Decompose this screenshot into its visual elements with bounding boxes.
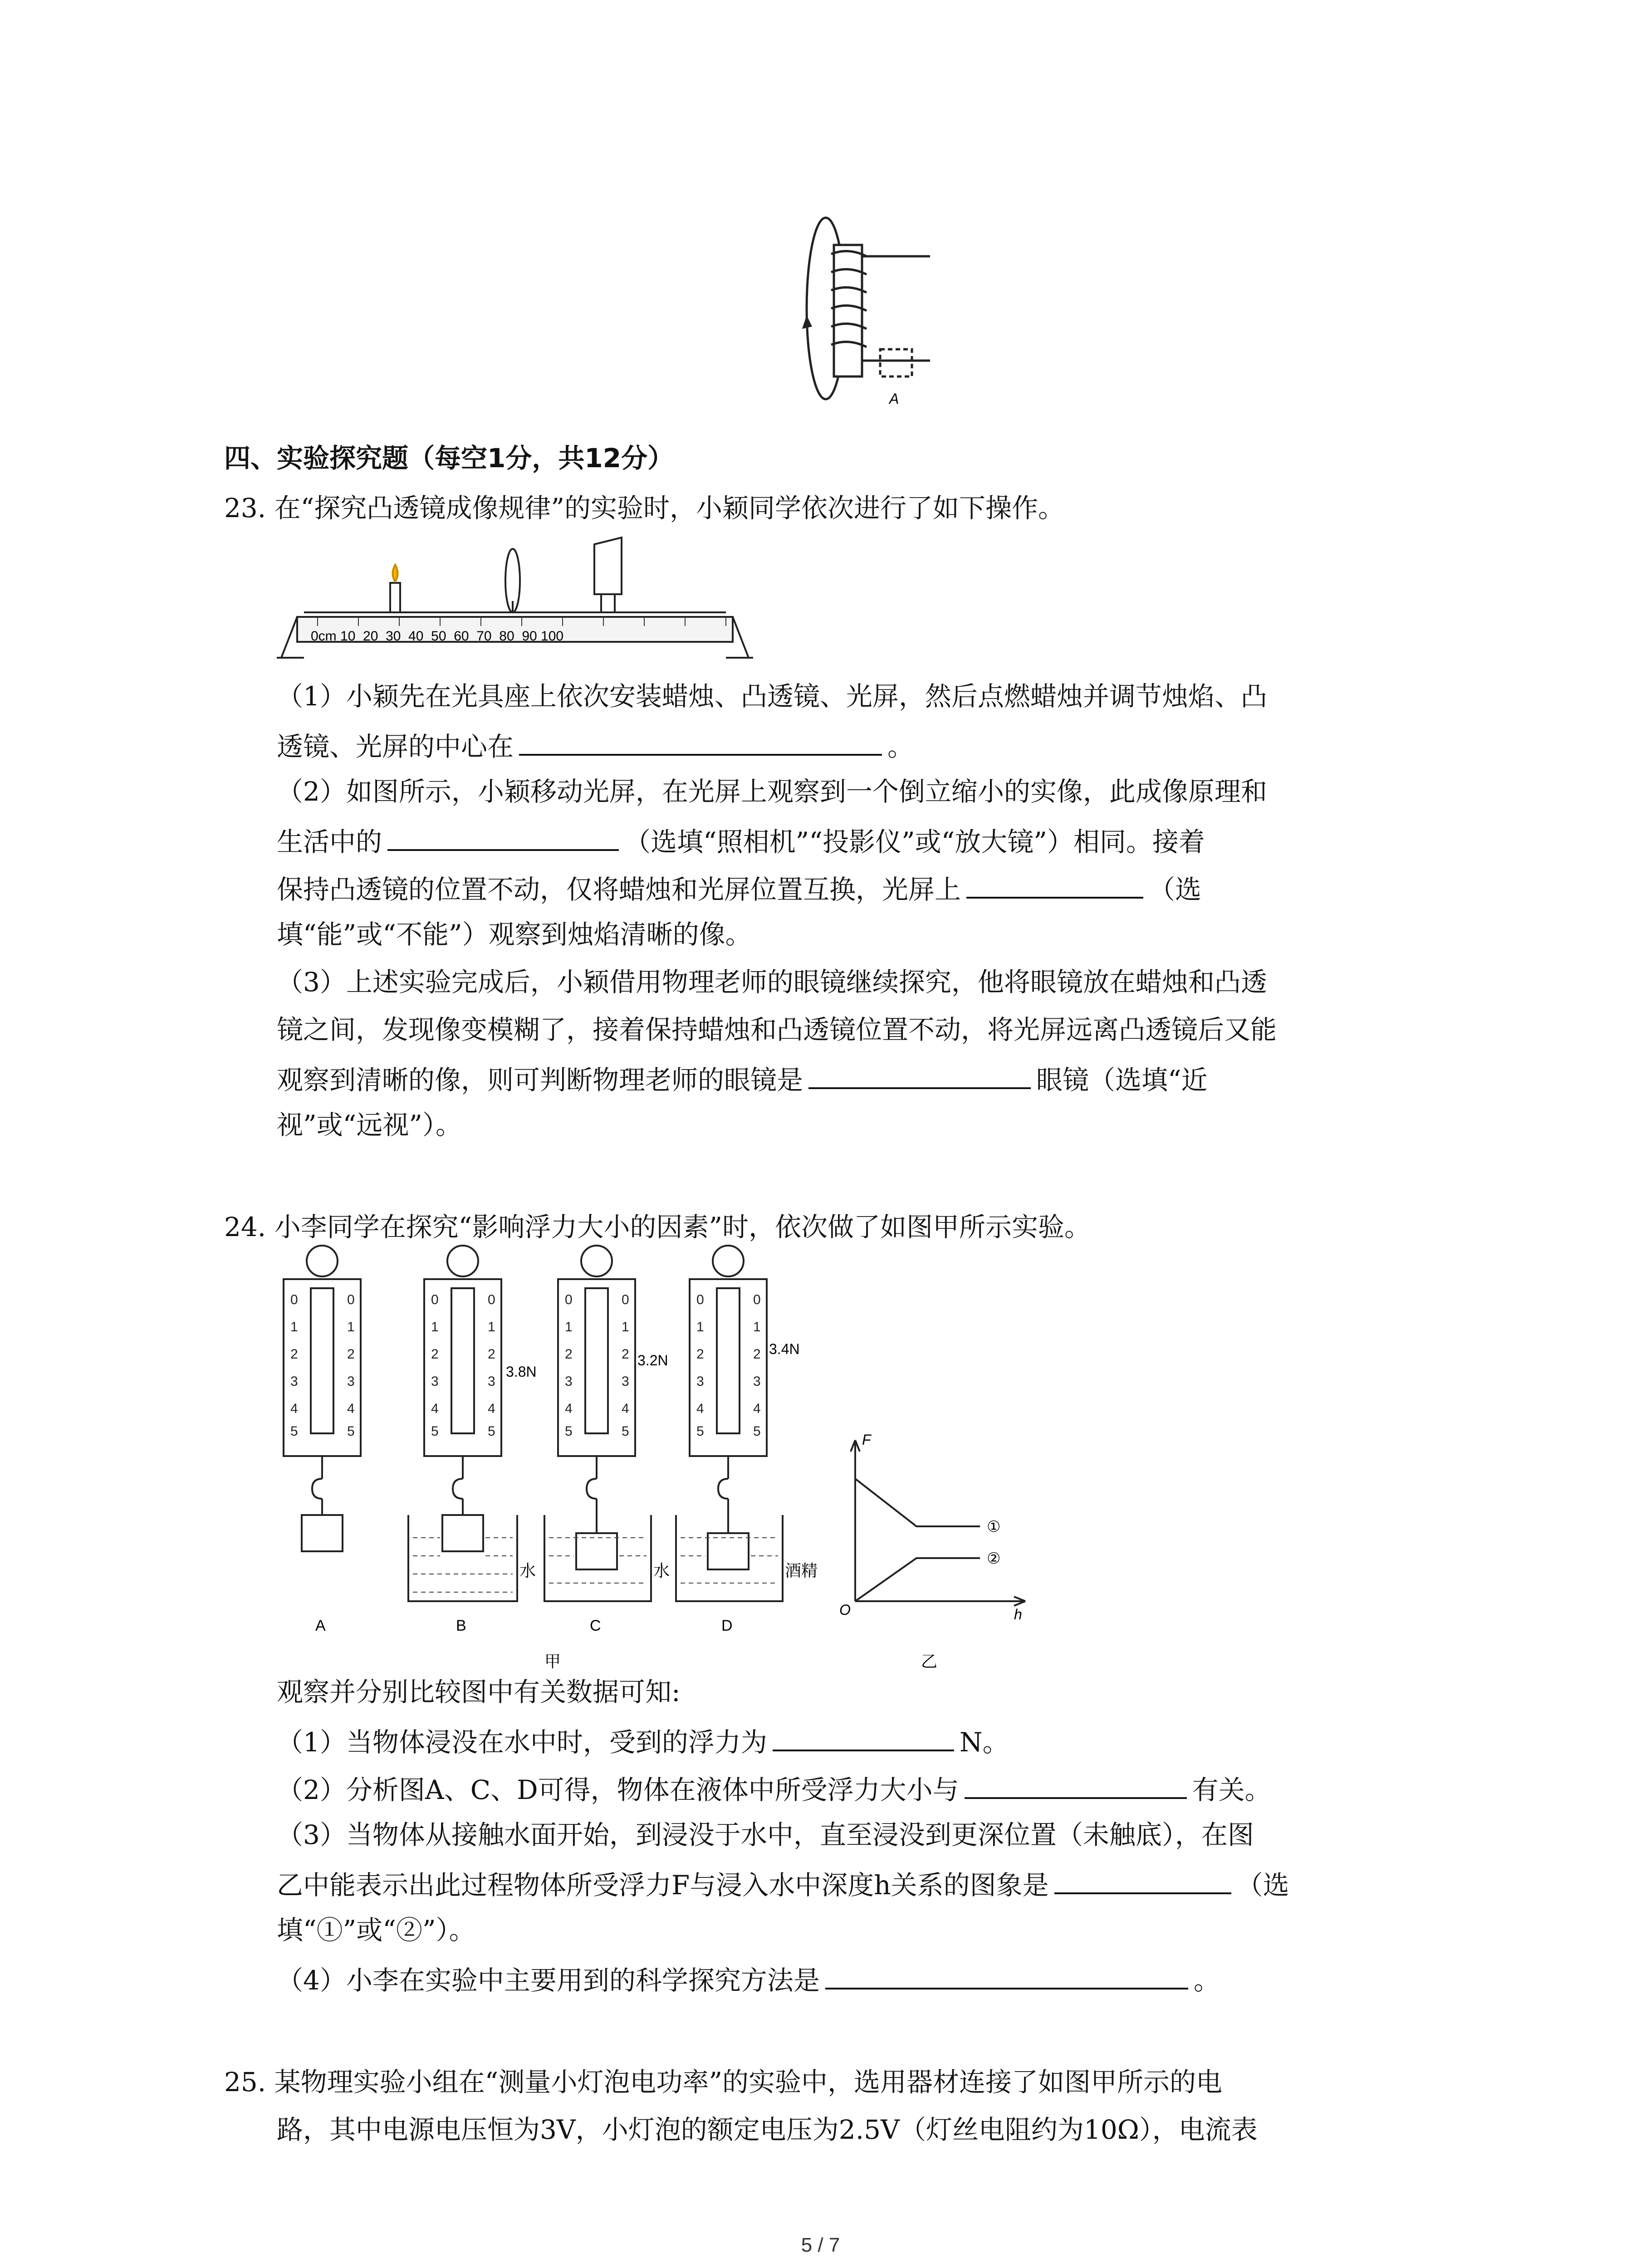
- q23-p3-line1: （3）上述实验完成后，小颖借用物理老师的眼镜继续探究，他将眼镜放在蜡烛和凸透: [277, 967, 1267, 997]
- section-title: 四、实验探究题（每空1分，共12分）: [224, 443, 674, 474]
- setup-label-b: B: [456, 1617, 466, 1634]
- q23-p2-line3: [277, 869, 1201, 908]
- reading-d: 3.4N: [769, 1341, 800, 1357]
- figure-jia-label: 甲: [544, 1652, 561, 1671]
- page-number: 5 / 7: [801, 2234, 840, 2256]
- svg-text:0: 0: [488, 1292, 495, 1307]
- q23-p3-text-b: 眼镜（选填“近: [1036, 1065, 1208, 1095]
- svg-text:2: 2: [565, 1347, 573, 1362]
- q23-p2-line4: 填“能”或“不能”）观察到烛焰清晰的像。: [277, 919, 752, 950]
- q23-p2-line1: （2）如图所示，小颖移动光屏，在光屏上观察到一个倒立缩小的实像，此成像原理和: [277, 776, 1267, 807]
- q24-p4-end: 。: [1193, 1965, 1220, 1996]
- q23-answer-3-blank[interactable]: [966, 869, 1143, 899]
- q24-stem: 24. 小李同学在探究“影响浮力大小的因素”时，依次做了如图甲所示实验。: [224, 1212, 1091, 1242]
- q24-p1-text: （1）当物体浸没在水中时，受到的浮力为: [277, 1727, 767, 1758]
- setup-label-c: C: [590, 1617, 601, 1634]
- svg-text:3: 3: [290, 1374, 298, 1389]
- svg-text:4: 4: [488, 1401, 495, 1416]
- svg-text:4: 4: [431, 1401, 439, 1416]
- svg-text:3: 3: [431, 1374, 439, 1389]
- q23-p2-text-a: 生活中的: [277, 826, 382, 857]
- svg-text:4: 4: [622, 1401, 629, 1416]
- q24-answer-1-blank[interactable]: [773, 1721, 954, 1751]
- q24-p1-unit: N。: [959, 1727, 1009, 1758]
- q24-p2: [277, 1769, 1271, 1808]
- q24-intro: 观察并分别比较图中有关数据可知:: [277, 1677, 681, 1707]
- svg-text:4: 4: [696, 1401, 704, 1416]
- svg-text:2: 2: [753, 1347, 761, 1362]
- svg-text:3: 3: [347, 1374, 355, 1389]
- solenoid-label-a: A: [889, 391, 899, 407]
- svg-text:4: 4: [347, 1401, 355, 1416]
- q24-p2-end: 有关。: [1192, 1774, 1271, 1805]
- q24-answer-2-blank[interactable]: [965, 1769, 1187, 1799]
- q23-p3-line2: 镜之间，发现像变模糊了，接着保持蜡烛和凸透镜位置不动，将光屏远离凸透镜后又能: [277, 1014, 1277, 1045]
- graph-line1-label: ①: [987, 1518, 1001, 1535]
- q23-stem: 23. 在“探究凸透镜成像规律”的实验时，小颖同学依次进行了如下操作。: [224, 493, 1064, 523]
- q24-p4: [277, 1960, 1220, 1999]
- q24-p3-line2: [277, 1864, 1289, 1903]
- graph-y-axis-label: F: [862, 1432, 871, 1448]
- q23-p3-line3: [277, 1059, 1208, 1098]
- q25-line1: 25. 某物理实验小组在“测量小灯泡电功率”的实验中，选用器材连接了如图甲所示的电: [224, 2067, 1222, 2097]
- q23-answer-4-blank[interactable]: [808, 1059, 1031, 1089]
- svg-text:2: 2: [488, 1347, 495, 1362]
- q23-answer-2-blank[interactable]: [387, 821, 619, 851]
- svg-text:2: 2: [622, 1347, 629, 1362]
- svg-text:0: 0: [622, 1292, 629, 1307]
- svg-text:1: 1: [431, 1320, 439, 1334]
- svg-text:3: 3: [488, 1374, 495, 1389]
- q24-p3-text-b: （选: [1236, 1870, 1289, 1901]
- svg-text:0: 0: [431, 1292, 439, 1307]
- svg-text:2: 2: [431, 1347, 439, 1362]
- q23-answer-1-blank[interactable]: [519, 726, 882, 756]
- graph-x-axis-label: h: [1014, 1606, 1022, 1623]
- q23-p1-line2: [277, 726, 914, 765]
- svg-text:2: 2: [290, 1347, 298, 1362]
- setup-label-d: D: [721, 1617, 733, 1634]
- svg-text:1: 1: [696, 1320, 704, 1334]
- q23-p3-line4: 视”或“远视”）。: [277, 1110, 462, 1140]
- svg-text:4: 4: [565, 1401, 573, 1416]
- svg-text:5: 5: [431, 1424, 439, 1439]
- graph-line2-label: ②: [987, 1550, 1001, 1567]
- q24-answer-4-blank[interactable]: [825, 1960, 1188, 1989]
- svg-text:0: 0: [565, 1292, 573, 1307]
- figure-yi-label: 乙: [921, 1652, 938, 1671]
- svg-text:5: 5: [290, 1424, 298, 1439]
- buoyancy-figure: [272, 1243, 1043, 1674]
- svg-text:0: 0: [753, 1292, 761, 1307]
- svg-text:0: 0: [696, 1292, 704, 1307]
- q25-line2: 路，其中电源电压恒为3V，小灯泡的额定电压为2.5V（灯丝电阻约为10Ω），电流表: [277, 2114, 1258, 2145]
- q24-p2-text: （2）分析图A、C、D可得，物体在液体中所受浮力大小与: [277, 1774, 959, 1805]
- reading-c: 3.2N: [637, 1352, 668, 1369]
- svg-text:3: 3: [696, 1374, 704, 1389]
- q23-p1-text: 透镜、光屏的中心在: [277, 731, 514, 762]
- q23-p2-line2: [277, 821, 1205, 860]
- svg-text:5: 5: [347, 1424, 355, 1439]
- bench-scale-labels: 0cm 10 20 30 40 50 60 70 80 90 100: [311, 629, 564, 644]
- svg-text:0: 0: [290, 1292, 298, 1307]
- svg-text:1: 1: [290, 1320, 298, 1334]
- solenoid-figure: [780, 213, 953, 417]
- q24-p3-line1: （3）当物体从接触水面开始，到浸没于水中，直至浸没到更深位置（未触底），在图: [277, 1819, 1254, 1850]
- svg-text:2: 2: [347, 1347, 355, 1362]
- svg-text:4: 4: [753, 1401, 761, 1416]
- svg-text:4: 4: [290, 1401, 298, 1416]
- svg-text:0: 0: [347, 1292, 355, 1307]
- q23-p1-line1: （1）小颖先在光具座上依次安装蜡烛、凸透镜、光屏，然后点燃蜡烛并调节烛焰、凸: [277, 681, 1267, 712]
- q23-p3-text-a: 观察到清晰的像，则可判断物理老师的眼镜是: [277, 1065, 803, 1095]
- svg-text:1: 1: [565, 1320, 573, 1334]
- q24-p1: [277, 1721, 1009, 1760]
- q24-p3-line3: 填“①”或“②”）。: [277, 1915, 475, 1945]
- reading-b: 3.8N: [506, 1364, 537, 1380]
- svg-text:5: 5: [488, 1424, 495, 1439]
- liquid-label-b: 水: [519, 1561, 536, 1580]
- svg-text:1: 1: [488, 1320, 495, 1334]
- svg-text:5: 5: [565, 1424, 573, 1439]
- q23-p1-end: 。: [887, 731, 914, 762]
- q23-p2-text-c: 保持凸透镜的位置不动，仅将蜡烛和光屏位置互换，光屏上: [277, 874, 961, 905]
- q23-p2-text-d: （选: [1149, 874, 1202, 905]
- svg-text:1: 1: [622, 1320, 629, 1334]
- svg-text:5: 5: [753, 1424, 761, 1439]
- svg-text:3: 3: [753, 1374, 761, 1389]
- setup-label-a: A: [315, 1617, 326, 1634]
- q24-answer-3-blank[interactable]: [1054, 1864, 1231, 1894]
- q24-p4-text: （4）小李在实验中主要用到的科学探究方法是: [277, 1965, 820, 1996]
- svg-text:3: 3: [622, 1374, 629, 1389]
- q24-p3-text-a: 乙中能表示出此过程物体所受浮力F与浸入水中深度h关系的图象是: [277, 1870, 1049, 1901]
- svg-text:2: 2: [696, 1347, 704, 1362]
- q23-p2-text-b: （选填“照相机”“投影仪”或“放大镜”）相同。接着: [624, 826, 1205, 857]
- liquid-label-d: 酒精: [785, 1561, 818, 1580]
- optical-bench-figure: [277, 526, 758, 662]
- svg-text:5: 5: [696, 1424, 704, 1439]
- svg-text:1: 1: [347, 1320, 355, 1334]
- svg-text:3: 3: [565, 1374, 573, 1389]
- svg-text:1: 1: [753, 1320, 761, 1334]
- liquid-label-c: 水: [653, 1561, 670, 1580]
- svg-text:5: 5: [622, 1424, 629, 1439]
- graph-origin-label: O: [839, 1602, 851, 1618]
